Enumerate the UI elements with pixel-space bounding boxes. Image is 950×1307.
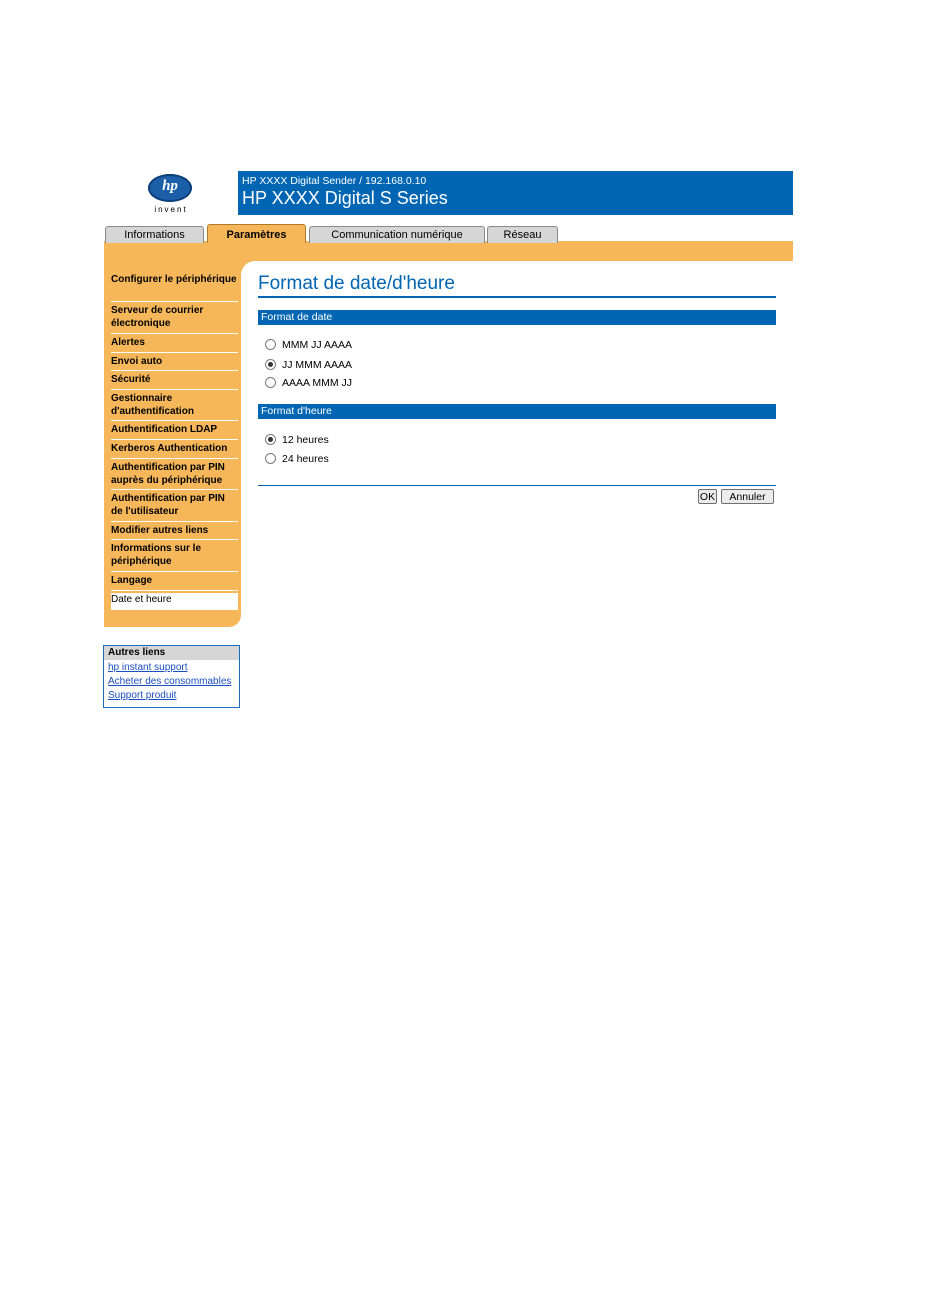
sidebar-item-serveur-courrier[interactable]: Serveur de courrier électronique [111,304,238,334]
radio-mmm-jj-aaaa[interactable] [265,339,276,350]
radio-24-heures[interactable] [265,453,276,464]
radio-label-24-heures: 24 heures [282,453,329,465]
sidebar-item-informations[interactable]: Informations sur le périphérique [111,542,238,572]
tab-informations[interactable]: Informations [105,226,204,243]
hp-logo-tagline: invent [154,205,188,214]
page-title: Format de date/d'heure [258,273,455,294]
link-support-produit[interactable]: Support produit [108,690,177,701]
cancel-button[interactable]: Annuler [721,489,774,504]
sidebar-item-pin-utilisateur[interactable]: Authentification par PIN de l'utilisateur [111,492,238,522]
sidebar-item-date-heure[interactable]: Date et heure [111,593,238,610]
sidebar-item-pin-peripherique[interactable]: Authentification par PIN auprès du périphérique [111,461,238,490]
tab-bar-strip [104,241,793,261]
radio-label-jj-mmm-aaaa: JJ MMM AAAA [282,359,353,371]
link-hp-instant-support[interactable]: hp instant support [108,662,188,673]
link-acheter-consommables[interactable]: Acheter des consommables [108,676,232,687]
radio-label-12-heures: 12 heures [282,434,329,446]
tab-communication-numerique[interactable]: Communication numérique [309,226,485,243]
tab-reseau[interactable]: Réseau [487,226,558,243]
other-links-heading: Autres liens [104,646,239,660]
sidebar-item-auth-ldap[interactable]: Authentification LDAP [111,423,238,440]
ok-button[interactable]: OK [699,491,716,503]
radio-jj-mmm-aaaa[interactable] [265,359,276,370]
sidebar-item-envoi-auto[interactable]: Envoi auto [111,355,238,371]
radio-label-mmm-jj-aaaa: MMM JJ AAAA [282,339,353,351]
sidebar-item-langage[interactable]: Langage [111,574,238,591]
hp-logo-mark: hp [162,178,178,194]
radio-aaaa-mmm-jj[interactable] [265,377,276,388]
sidebar-item-gestionnaire-auth[interactable]: Gestionnaire d'authentification [111,392,238,421]
time-format-heading: Format d'heure [258,404,776,419]
radio-12-heures[interactable] [265,434,276,445]
device-title: HP XXXX Digital S Series [242,188,448,208]
sidebar-item-alertes[interactable]: Alertes [111,336,238,353]
sidebar-item-configurer[interactable]: Configurer le périphérique [111,273,238,302]
form-divider [258,485,776,486]
date-format-heading: Format de date [258,310,776,325]
sidebar-item-kerberos[interactable]: Kerberos Authentication [111,442,238,459]
title-divider [258,296,776,298]
sidebar-item-autres-liens[interactable]: Modifier autres liens [111,524,238,540]
device-address: HP XXXX Digital Sender / 192.168.0.10 [242,175,427,187]
sidebar-item-securite[interactable]: Sécurité [111,373,238,390]
tab-parametres[interactable]: Paramètres [207,224,306,243]
radio-label-aaaa-mmm-jj: AAAA MMM JJ [282,377,353,389]
